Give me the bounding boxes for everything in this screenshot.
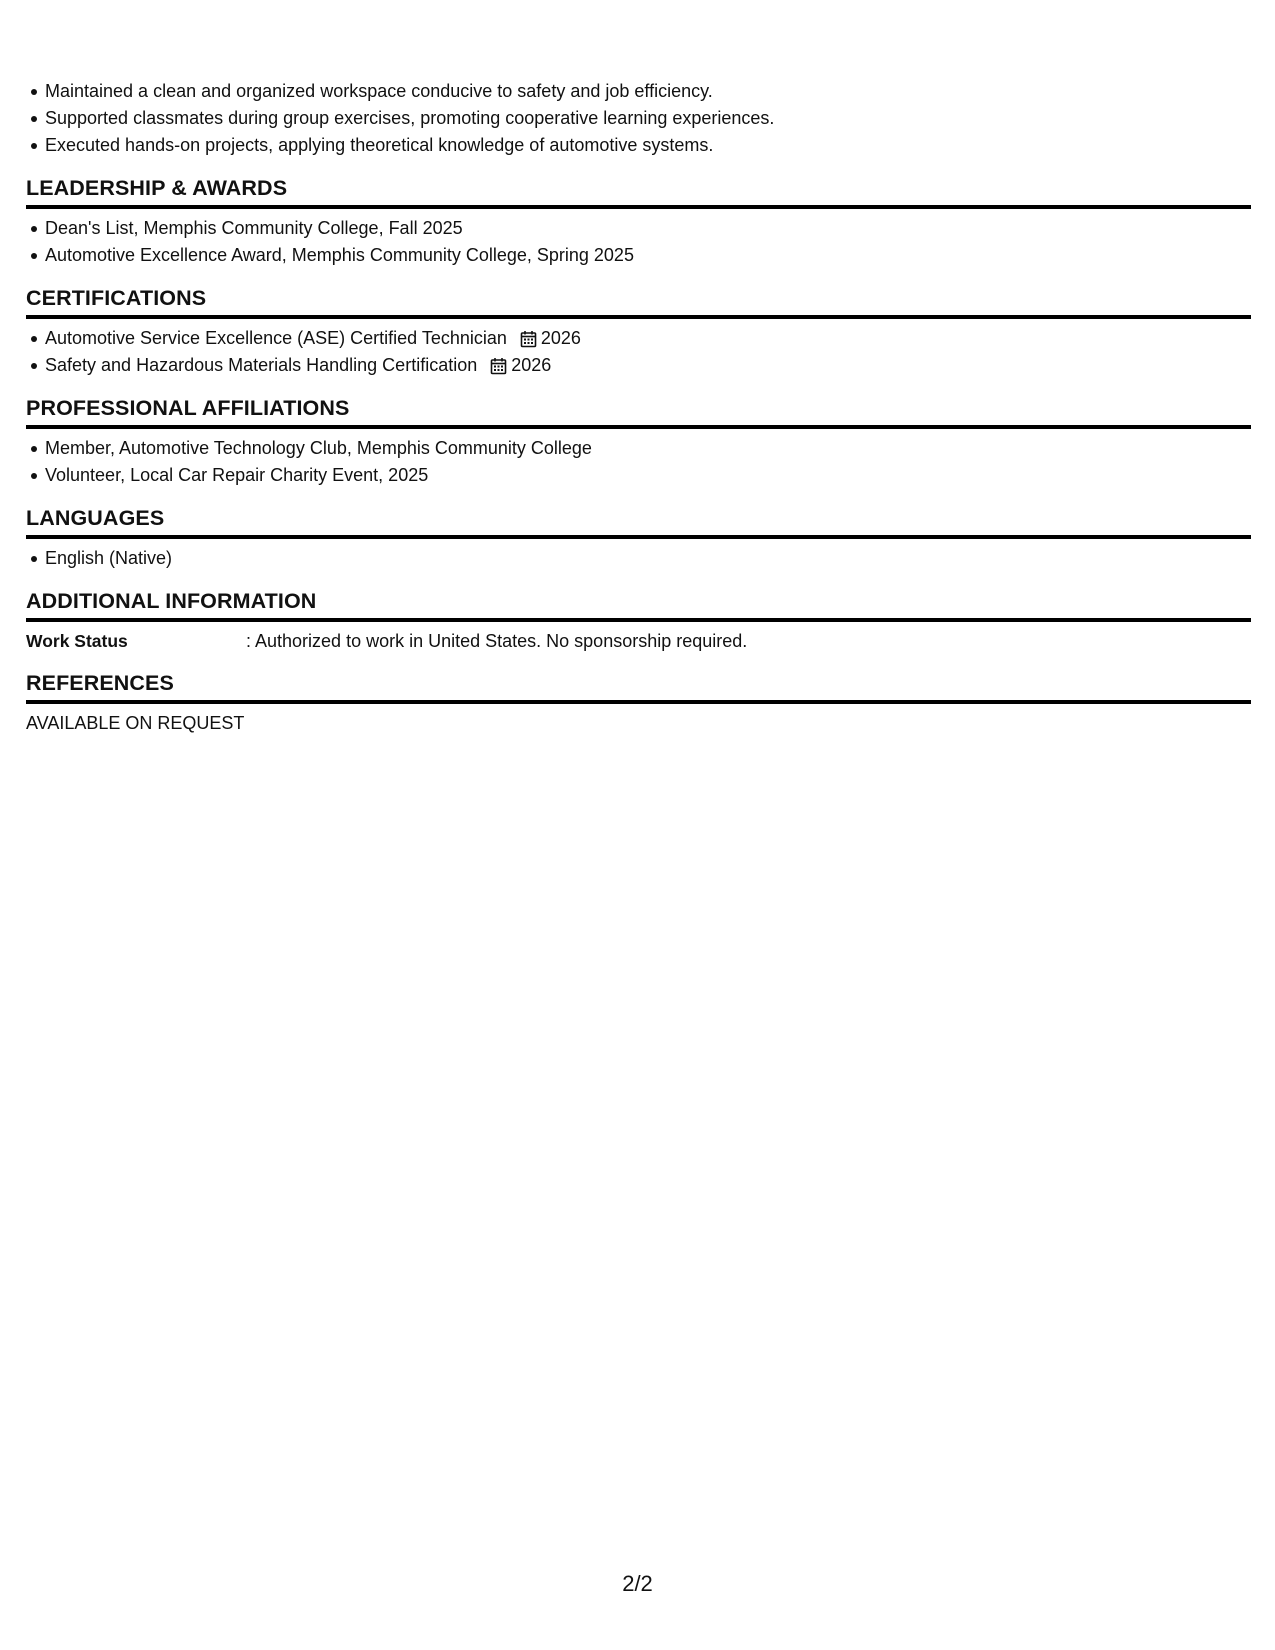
certification-item: [45, 352, 1251, 379]
affiliation-item: Volunteer, Local Car Repair Charity Event, 2025: [45, 462, 1251, 489]
languages-section: [26, 505, 1251, 572]
section-heading: CERTIFICATIONS: [26, 285, 1251, 319]
calendar-icon: [490, 357, 507, 375]
references-text: AVAILABLE ON REQUEST: [26, 713, 245, 733]
section-heading: LEADERSHIP & AWARDS: [26, 175, 1251, 209]
calendar-icon: [520, 330, 537, 348]
work-status-row: [26, 628, 1251, 654]
leadership-list: [26, 215, 1251, 269]
section-heading: REFERENCES: [26, 670, 1251, 704]
section-heading: LANGUAGES: [26, 505, 1251, 539]
certification-year: 2026: [511, 355, 552, 375]
references-section: [26, 670, 1251, 736]
certification-name: Safety and Hazardous Materials Handling Certification: [45, 355, 478, 375]
languages-list: [26, 545, 1251, 572]
leadership-item: Dean's List, Memphis Community College, Fall 2025: [45, 215, 1251, 242]
experience-bullet-list: [26, 78, 1251, 159]
work-status-value: : Authorized to work in United States. No sponsorship required.: [246, 631, 748, 651]
work-status-label: Work Status: [26, 631, 128, 651]
resume-page: [26, 78, 1251, 736]
leadership-section: [26, 175, 1251, 269]
affiliations-section: [26, 395, 1251, 489]
section-heading: ADDITIONAL INFORMATION: [26, 588, 1251, 622]
certification-year: 2026: [540, 328, 581, 348]
certifications-section: [26, 285, 1251, 379]
section-heading: PROFESSIONAL AFFILIATIONS: [26, 395, 1251, 429]
certifications-list: [26, 325, 1251, 379]
language-item: English (Native): [45, 545, 1251, 572]
page-number: 2/2: [622, 1571, 653, 1596]
affiliation-item: Member, Automotive Technology Club, Memphis Community College: [45, 435, 1251, 462]
certification-item: [45, 325, 1251, 352]
experience-bullet: Executed hands-on projects, applying theoretical knowledge of automotive systems.: [45, 132, 1251, 159]
additional-info-section: [26, 588, 1251, 654]
experience-bullet: Supported classmates during group exercises, promoting cooperative learning experiences.: [45, 105, 1251, 132]
certification-name: Automotive Service Excellence (ASE) Certified Technician: [45, 328, 507, 348]
leadership-item: Automotive Excellence Award, Memphis Community College, Spring 2025: [45, 242, 1251, 269]
experience-bullet: Maintained a clean and organized workspace conducive to safety and job efficiency.: [45, 78, 1251, 105]
affiliations-list: [26, 435, 1251, 489]
